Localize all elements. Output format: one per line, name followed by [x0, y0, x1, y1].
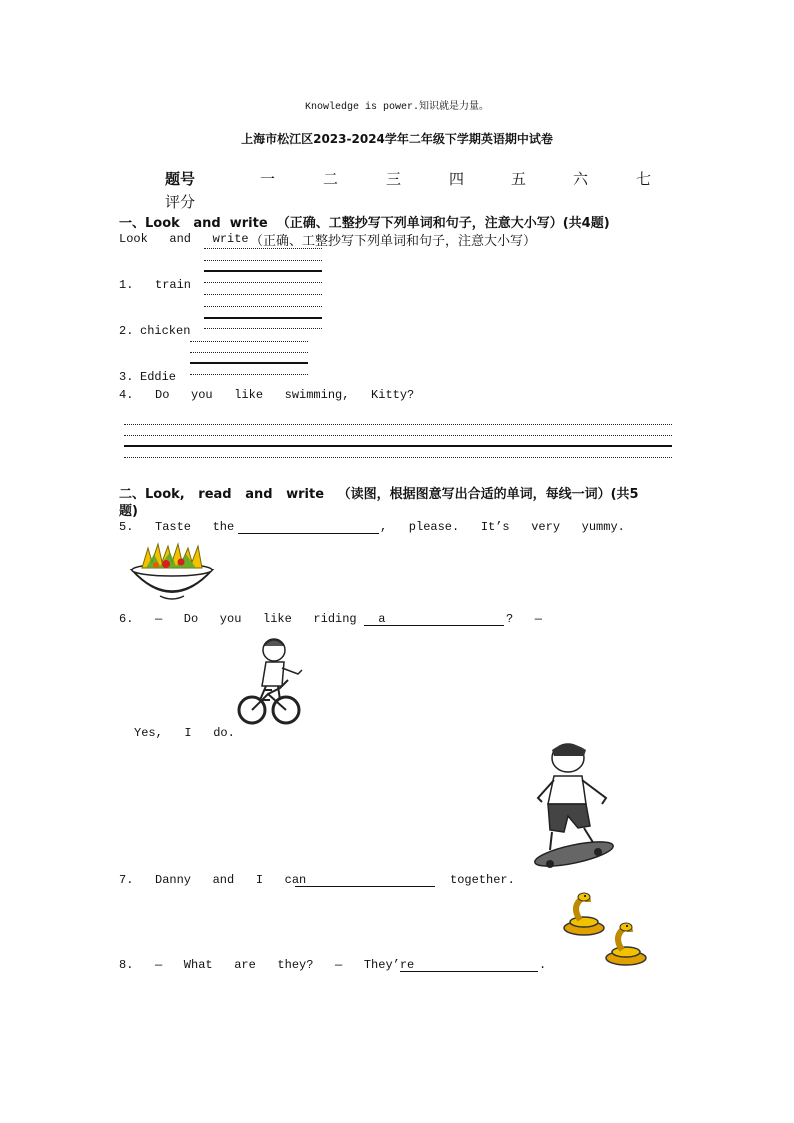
table-col-3: 三	[386, 170, 402, 188]
writing-line	[124, 424, 672, 425]
q7-num: 7.	[119, 873, 134, 887]
writing-line	[124, 457, 672, 458]
section1-subline-en: Look and write	[119, 232, 249, 246]
q6-num: 6.	[119, 612, 134, 626]
writing-line	[204, 306, 322, 307]
q8-answer-blank[interactable]	[400, 959, 538, 972]
writing-line	[204, 248, 322, 249]
item-1-word: train	[155, 278, 192, 292]
boy-riding-bike-icon	[236, 630, 308, 730]
writing-line	[204, 282, 322, 283]
writing-line	[190, 341, 308, 342]
q6-after: ? —	[506, 612, 543, 626]
writing-line	[204, 270, 322, 272]
writing-line	[124, 435, 672, 436]
writing-line	[190, 374, 308, 375]
item-4-num: 4.	[119, 388, 134, 402]
writing-line	[204, 317, 322, 319]
q8-after: .	[539, 958, 547, 972]
writing-line	[204, 328, 322, 329]
writing-line	[204, 260, 322, 261]
q5-after: , please. It’s very yummy.	[380, 520, 625, 534]
table-col-4: 四	[449, 170, 465, 188]
item-2-word: chicken	[140, 324, 191, 338]
q6-answer-blank[interactable]	[364, 613, 504, 626]
q6-before: — Do you like riding a	[155, 612, 386, 626]
q7-before: Danny and I can	[155, 873, 307, 887]
table-col-1: 一	[260, 170, 276, 188]
q5-before: Taste the	[155, 520, 235, 534]
q6-answer: Yes, I do.	[134, 726, 235, 740]
table-col-5: 五	[511, 170, 527, 188]
writing-line	[204, 294, 322, 295]
motto: Knowledge is power.知识就是力量。	[304, 102, 490, 113]
table-col-7: 七	[636, 170, 652, 188]
section1-heading: 一、Look and write （正确、工整抄写下列单词和句子，注意大小写）(共4题)	[119, 216, 610, 231]
section2-heading: 二、Look, read and write （读图，根据图意写出合适的单词，每线一词）(共5	[119, 487, 639, 502]
item-2-num: 2.	[119, 324, 134, 338]
q7-after: together.	[450, 873, 515, 887]
section1-subline-cn: （正确、工整抄写下列单词和句子，注意大小写）	[250, 234, 537, 249]
item-1-num: 1.	[119, 278, 134, 292]
q8-num: 8.	[119, 958, 134, 972]
q8-before: — What are they? — They’re	[155, 958, 415, 972]
item-4-sentence: Do you like swimming, Kitty?	[155, 388, 415, 402]
item-3-num: 3.	[119, 370, 134, 384]
q5-num: 5.	[119, 520, 134, 534]
q7-answer-blank[interactable]	[295, 874, 435, 887]
writing-line	[124, 445, 672, 447]
table-col-2: 二	[323, 170, 339, 188]
writing-line	[190, 362, 308, 364]
boy-skateboarding-icon	[528, 740, 620, 872]
item-3-word: Eddie	[140, 370, 177, 384]
snakes-icon	[560, 888, 652, 970]
page-title: 上海市松江区2023-2024学年二年级下学期英语期中试卷	[241, 132, 553, 146]
section2-heading-cont: 题)	[119, 504, 138, 519]
table-row-label: 题号	[165, 170, 196, 188]
writing-line	[190, 352, 308, 353]
table-col-6: 六	[573, 170, 589, 188]
table-score-label: 评分	[165, 193, 196, 211]
salad-bowl-icon	[126, 540, 218, 606]
q5-answer-blank[interactable]	[238, 521, 379, 534]
